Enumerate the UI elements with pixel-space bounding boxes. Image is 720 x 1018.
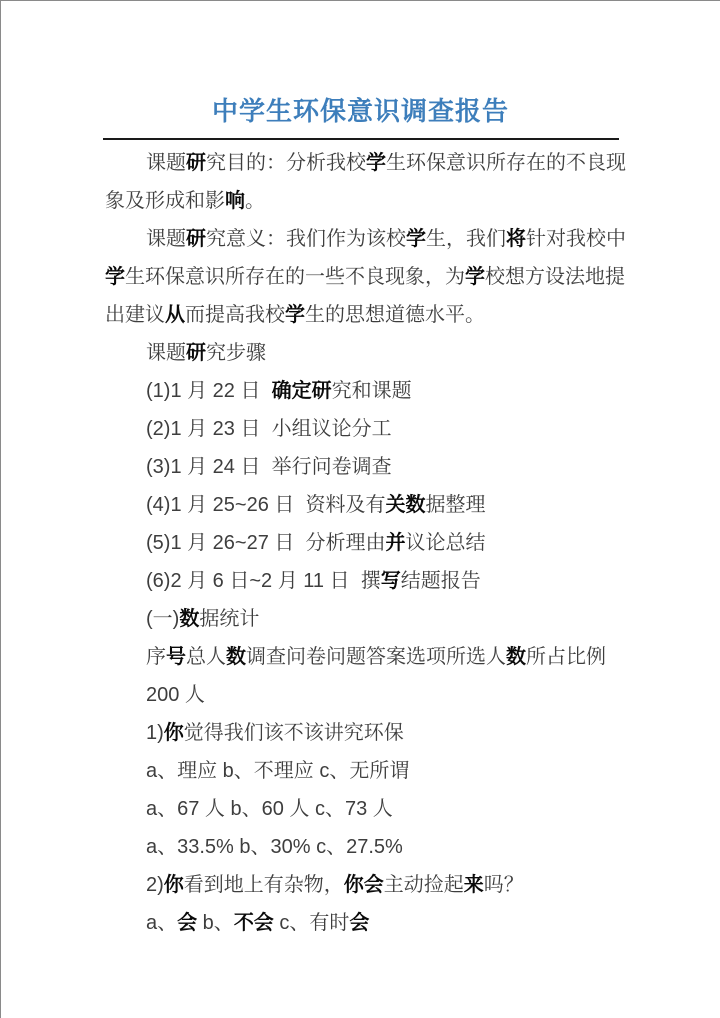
text-segment: (3)1 月 24 日 举行问卷调查 <box>146 456 392 478</box>
bold-text-segment: 学 <box>285 304 305 326</box>
bold-text-segment: 响 <box>225 190 245 212</box>
text-segment: 1) <box>146 722 164 744</box>
text-line <box>1 638 720 676</box>
text-segment: 据统计 <box>199 608 260 630</box>
text-line <box>1 524 720 562</box>
bold-text-segment: 数 <box>179 608 200 630</box>
text-segment: 2) <box>146 874 164 896</box>
text-segment: 生环保意识所存在的不良现 <box>386 152 626 174</box>
text-segment: 究目的：分析我校 <box>206 152 366 174</box>
text-segment: 调查问卷问题答案选项所选人 <box>246 646 506 668</box>
text-line <box>1 790 720 828</box>
bold-text-segment: 写 <box>380 570 401 592</box>
text-segment: (4)1 月 25~26 日 资料及有 <box>146 494 386 516</box>
text-segment: 针对我校中 <box>526 228 626 250</box>
text-segment: 究意义：我们作为该校 <box>206 228 406 250</box>
text-line <box>1 714 720 752</box>
text-segment: a、理应 b、不理应 c、无所谓 <box>146 760 410 782</box>
bold-text-segment: 会 <box>349 912 370 934</box>
bold-text-segment: 关数 <box>385 494 426 516</box>
text-segment: 课题 <box>146 342 186 364</box>
text-line <box>1 410 720 448</box>
text-line <box>1 828 720 866</box>
text-segment: 生环保意识所存在的一些不良现象，为 <box>125 266 465 288</box>
text-segment: 议论总结 <box>405 532 486 554</box>
bold-text-segment: 会 <box>177 912 198 934</box>
bold-text-segment: 从 <box>165 304 185 326</box>
text-segment: b、 <box>197 912 234 934</box>
text-segment: (一) <box>146 608 180 630</box>
bold-text-segment: 学 <box>465 266 485 288</box>
text-line <box>1 486 720 524</box>
text-line <box>1 752 720 790</box>
bold-text-segment: 研 <box>186 228 206 250</box>
page-title: 中学生环保意识调查报告 <box>211 97 509 126</box>
text-segment: 所占比例 <box>526 646 606 668</box>
text-segment: 而提高我校 <box>185 304 285 326</box>
text-line <box>1 182 720 220</box>
text-line <box>1 258 720 296</box>
bold-text-segment: 学 <box>406 228 426 250</box>
text-segment: (6)2 月 6 日~2 月 11 日 撰 <box>146 570 381 592</box>
bold-text-segment: 研 <box>186 152 206 174</box>
text-line <box>1 866 720 904</box>
bold-text-segment: 不会 <box>233 912 274 934</box>
text-line <box>1 676 720 714</box>
text-segment: 据整理 <box>425 494 486 516</box>
bold-text-segment: 你 <box>163 722 184 744</box>
bold-text-segment: 数 <box>226 646 246 668</box>
bold-text-segment: 你会 <box>343 874 384 896</box>
text-segment: 看到地上有杂物， <box>183 874 344 896</box>
text-segment: a、33.5% b、30% c、27.5% <box>146 836 403 858</box>
bold-text-segment: 数 <box>506 646 526 668</box>
bold-text-segment: 并 <box>385 532 406 554</box>
text-segment: (5)1 月 26~27 日 分析理由 <box>146 532 386 554</box>
text-segment: 觉得我们该不该讲究环保 <box>183 722 404 744</box>
text-line <box>1 220 720 258</box>
text-segment: 序 <box>146 646 166 668</box>
text-segment: 生的思想道德水平。 <box>305 304 485 326</box>
text-segment: (1)1 月 22 日 <box>146 380 272 402</box>
text-segment: 课题 <box>146 228 186 250</box>
text-segment: 课题 <box>146 152 186 174</box>
bold-text-segment: 来 <box>463 874 484 896</box>
bold-text-segment: 将 <box>506 228 526 250</box>
text-line <box>1 296 720 334</box>
bold-text-segment: 学 <box>105 266 125 288</box>
text-segment: a、 <box>146 912 178 934</box>
bold-text-segment: 研 <box>186 342 206 364</box>
text-segment: 究步骤 <box>206 342 266 364</box>
text-segment: a、67 人 b、60 人 c、73 人 <box>146 798 393 820</box>
text-segment: c、有时 <box>273 912 350 934</box>
bold-text-segment: 号 <box>166 646 186 668</box>
text-segment: 总人 <box>186 646 226 668</box>
bold-text-segment: 你 <box>163 874 184 896</box>
text-segment: 吗？ <box>483 874 524 896</box>
text-line <box>1 372 720 410</box>
text-line <box>1 448 720 486</box>
text-segment: 主动捡起 <box>383 874 464 896</box>
text-segment: 究和课题 <box>331 380 412 402</box>
text-line <box>1 904 720 942</box>
text-segment: 。 <box>245 190 265 212</box>
bold-text-segment: 学 <box>366 152 386 174</box>
title-divider-line <box>103 138 619 140</box>
text-segment: 校想方设法地提 <box>485 266 625 288</box>
text-line <box>1 600 720 638</box>
text-line <box>1 562 720 600</box>
document-body <box>1 144 720 942</box>
text-segment: 200 人 <box>146 684 205 706</box>
text-segment: 出建议 <box>105 304 165 326</box>
text-line <box>1 144 720 182</box>
text-segment: (2)1 月 23 日 小组议论分工 <box>146 418 392 440</box>
text-segment: 生，我们 <box>426 228 506 250</box>
text-segment: 象及形成和影 <box>105 190 225 212</box>
text-segment: 结题报告 <box>400 570 481 592</box>
bold-text-segment: 确定研 <box>271 380 332 402</box>
text-line <box>1 334 720 372</box>
